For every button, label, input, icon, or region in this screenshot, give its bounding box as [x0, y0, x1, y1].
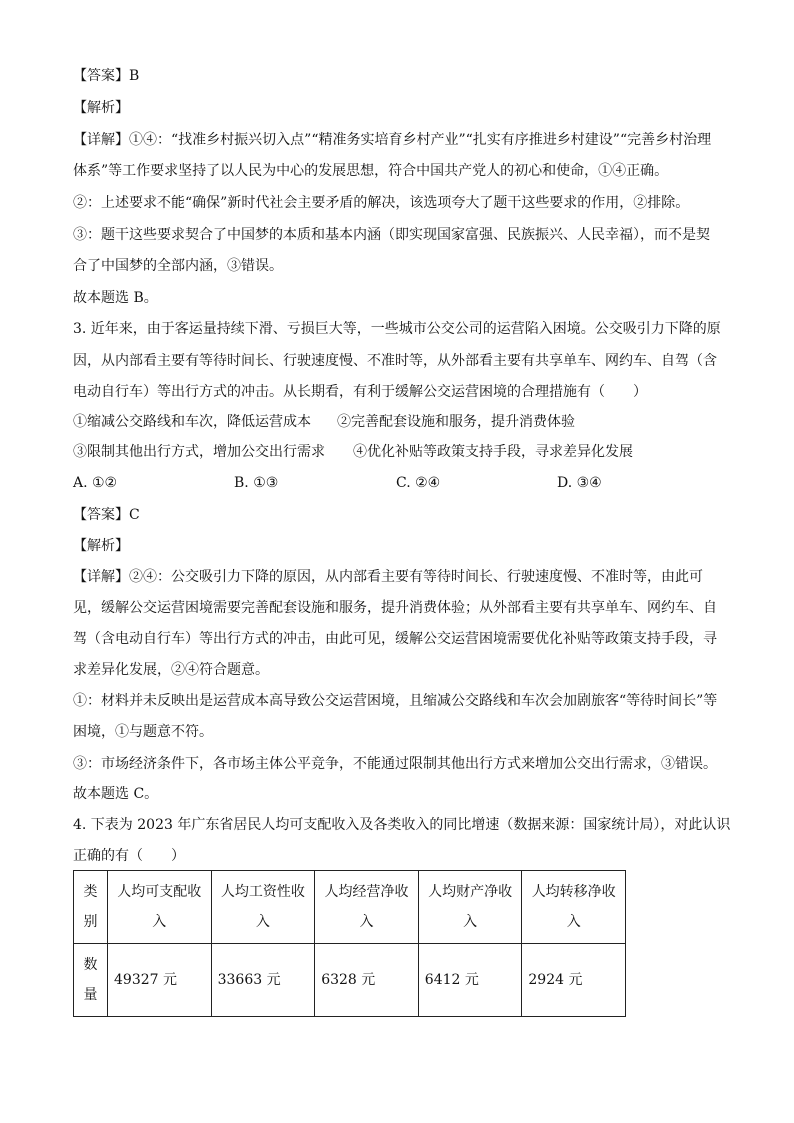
category-label-line-2: 别 [83, 914, 98, 930]
q2-conclusion: 故本题选 B。 [73, 290, 158, 306]
q3-point-1-line-2: 困境，①与题意不符。 [73, 724, 213, 740]
quantity-label-line-2: 量 [83, 987, 98, 1003]
header-line-2: 入 [255, 914, 270, 930]
header-line-1: 人均可支配收 [117, 884, 202, 900]
q2-detail-line-2: 体系”等工作要求坚持了以人民为中心的发展思想，符合中国共产党人的初心和使命，①④正确。 [73, 163, 669, 179]
header-line-1: 人均工资性收 [220, 884, 305, 900]
q3-option-d: D. ③④ [557, 475, 602, 491]
q3-detail-line-4: 求差异化发展，②④符合题意。 [73, 662, 269, 678]
header-line-1: 人均转移净收 [531, 884, 616, 900]
income-table-value-cell: 49327 元 [108, 944, 212, 1017]
q2-point-3-line-1: ③：题干这些要求契合了中国梦的本质和基本内涵（即实现国家富强、民族振兴、人民幸福），而不是契 [73, 227, 710, 243]
q2-point-2: ②：上述要求不能“确保”新时代社会主要矛盾的解决，该选项夸大了题干这些要求的作用，②排除。 [73, 195, 690, 211]
q3-conclusion: 故本题选 C。 [73, 786, 159, 802]
q3-stem-line-1: 3. 近年来，由于客运量持续下滑、亏损巨大等，一些城市公交公司的运营陷入困境。公交吸引力下降的原 [73, 321, 721, 337]
q4-stem-line-2: 正确的有（ ） [73, 848, 185, 864]
q2-detail-line-1: 【详解】①④：“找准乡村振兴切入点”“精准务实培育乡村产业”“扎实有序推进乡村建设”“完善乡村治理 [73, 132, 712, 148]
income-table [73, 870, 626, 1017]
q3-detail-line-3: 驾（含电动自行车）等出行方式的冲击，由此可见，缓解公交运营困境需要优化补贴等政策支持手段，寻 [73, 631, 717, 647]
income-table-value-cell: 6328 元 [315, 944, 419, 1017]
header-line-2: 入 [152, 914, 167, 930]
q3-stem-line-3: 电动自行车）等出行方式的冲击。从长期看，有利于缓解公交运营困境的合理措施有（ ） [73, 384, 647, 400]
q3-answer: 【答案】C [73, 507, 140, 523]
income-table-header-row [74, 871, 626, 944]
q2-answer: 【答案】B [73, 68, 140, 84]
header-line-2: 入 [463, 914, 478, 930]
income-table-header-cell [315, 871, 419, 944]
q3-measure-2: ②完善配套设施和服务，提升消费体验 [337, 414, 575, 430]
q3-analysis-heading: 【解析】 [73, 538, 129, 554]
header-line-2: 入 [566, 914, 581, 930]
income-table-header-cell [108, 871, 212, 944]
header-line-1: 人均经营净收 [324, 884, 409, 900]
income-table-category-label [74, 871, 108, 944]
quantity-label-line-1: 数 [83, 957, 98, 973]
q4-stem-line-1: 4. 下表为 2023 年广东省居民人均可支配收入及各类收入的同比增速（数据来源：国家统计局），对此认识 [73, 817, 731, 833]
category-label-line-1: 类 [83, 884, 98, 900]
income-table-header-cell [418, 871, 522, 944]
q3-detail-line-1: 【详解】②④：公交吸引力下降的原因，从内部看主要有等待时间长、行驶速度慢、不准时等，由此可 [73, 569, 703, 585]
header-line-2: 入 [359, 914, 374, 930]
q3-option-a: A. ①② [73, 475, 118, 491]
income-table-header-cell [522, 871, 626, 944]
header-line-1: 人均财产净收 [428, 884, 513, 900]
q3-measure-1: ①缩减公交路线和车次，降低运营成本 [73, 414, 311, 430]
q3-detail-line-2: 见，缓解公交运营困境需要完善配套设施和服务，提升消费体验；从外部看主要有共享单车、网约车、自 [73, 600, 717, 616]
q2-analysis-heading: 【解析】 [73, 100, 129, 116]
income-table-value-cell: 33663 元 [211, 944, 315, 1017]
q2-point-3-line-2: 合了中国梦的全部内涵，③错误。 [73, 258, 283, 274]
income-table-value-cell: 2924 元 [522, 944, 626, 1017]
q3-point-3: ③：市场经济条件下，各市场主体公平竞争，不能通过限制其他出行方式来增加公交出行需求，③错误。 [73, 756, 717, 772]
q3-measure-4: ④优化补贴等政策支持手段，寻求差异化发展 [353, 444, 633, 460]
q3-option-b: B. ①③ [234, 475, 279, 491]
q3-option-c: C. ②④ [396, 475, 441, 491]
income-table-header-cell [211, 871, 315, 944]
income-table-quantity-label [74, 944, 108, 1017]
q3-measure-3: ③限制其他出行方式，增加公交出行需求 [73, 444, 325, 460]
income-table-value-row [74, 944, 626, 1017]
q3-point-1-line-1: ①：材料并未反映出是运营成本高导致公交运营困境，且缩减公交路线和车次会加剧旅客“等待时间长”等 [73, 693, 718, 709]
q3-stem-line-2: 因，从内部看主要有等待时间长、行驶速度慢、不准时等，从外部看主要有共享单车、网约车、自驾（含 [73, 353, 717, 369]
income-table-value-cell: 6412 元 [418, 944, 522, 1017]
